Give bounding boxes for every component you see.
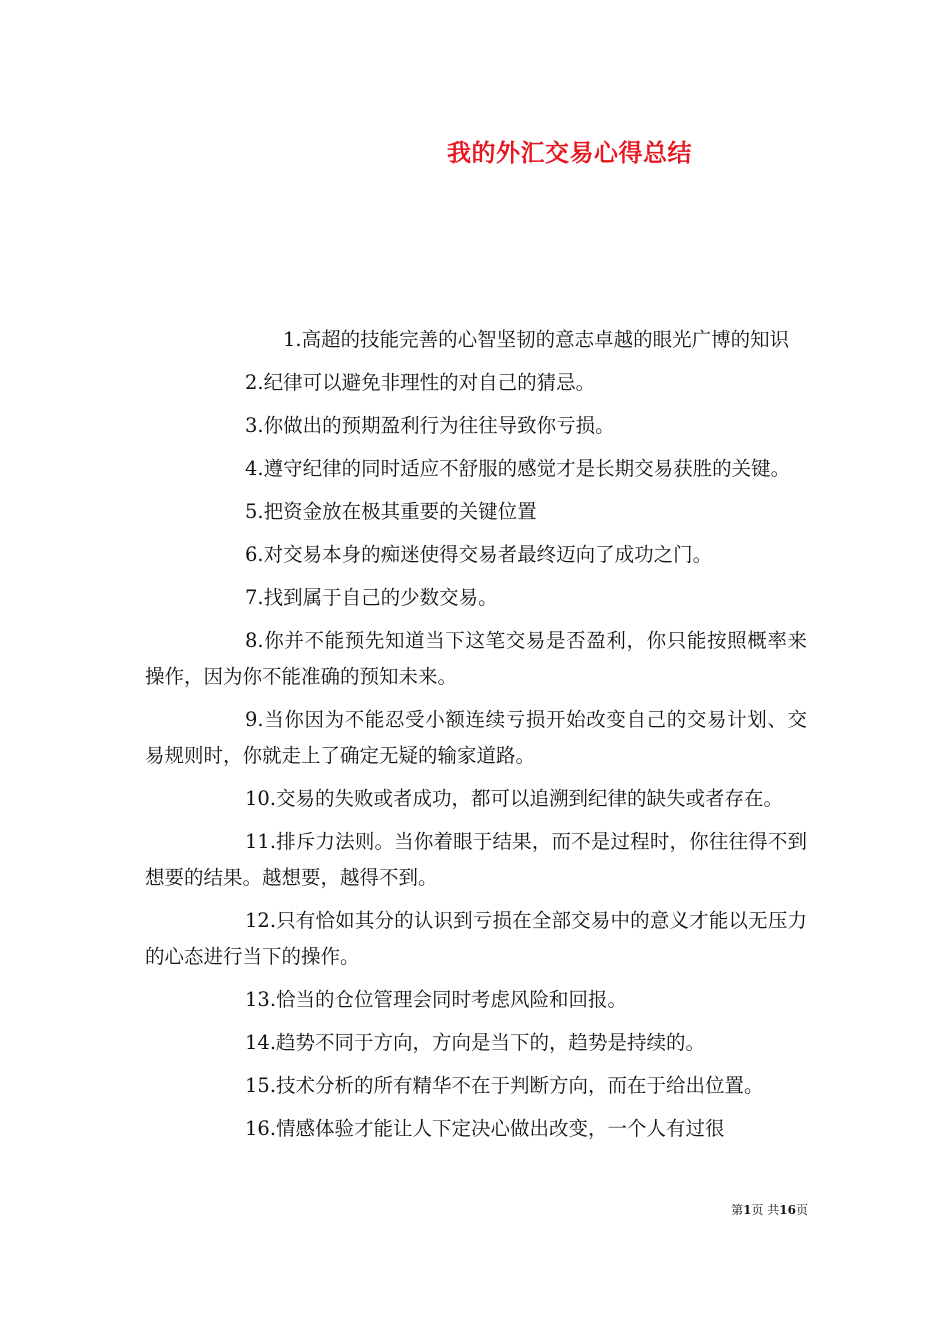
list-item: 12.只有恰如其分的认识到亏损在全部交易中的意义才能以无压力的心态进行当下的操作。: [145, 909, 807, 968]
list-item: 8.你并不能预先知道当下这笔交易是否盈利，你只能按照概率来操作，因为你不能准确的预知未来。: [145, 629, 807, 688]
footer-suffix: 页: [795, 1203, 808, 1217]
list-item: 2.纪律可以避免非理性的对自己的猜忌。: [245, 371, 596, 394]
document-title: 我的外汇交易心得总结: [447, 138, 692, 167]
page-number-footer: [731, 1201, 808, 1218]
list-item: 14.趋势不同于方向，方向是当下的，趋势是持续的。: [245, 1031, 706, 1054]
total-page-count: 16: [779, 1203, 796, 1217]
list-item: 1.高超的技能完善的心智坚韧的意志卓越的眼光广博的知识: [283, 328, 790, 351]
document-body: [145, 322, 807, 1154]
list-item: 10.交易的失败或者成功，都可以追溯到纪律的缺失或者存在。: [245, 787, 784, 810]
list-item: 6.对交易本身的痴迷使得交易者最终迈向了成功之门。: [245, 543, 713, 566]
list-item: 3.你做出的预期盈利行为往往导致你亏损。: [245, 414, 615, 437]
list-item: 11.排斥力法则。当你着眼于结果，而不是过程时，你往往得不到想要的结果。越想要，越得不到。: [145, 830, 807, 889]
footer-middle: 页 共: [751, 1203, 780, 1217]
current-page-number: 1: [743, 1203, 752, 1217]
list-item: 13.恰当的仓位管理会同时考虑风险和回报。: [245, 988, 628, 1011]
list-item: 15.技术分析的所有精华不在于判断方向，而在于给出位置。: [245, 1074, 764, 1097]
list-item: 16.情感体验才能让人下定决心做出改变，一个人有过很: [245, 1117, 725, 1140]
list-item: 4.遵守纪律的同时适应不舒服的感觉才是长期交易获胜的关键。: [245, 457, 791, 480]
footer-prefix: 第: [731, 1203, 744, 1217]
list-item: 5.把资金放在极其重要的关键位置: [245, 500, 537, 523]
list-item: 7.找到属于自己的少数交易。: [245, 586, 498, 609]
list-item: 9.当你因为不能忍受小额连续亏损开始改变自己的交易计划、交易规则时，你就走上了确定无疑的输家道路。: [145, 708, 807, 767]
